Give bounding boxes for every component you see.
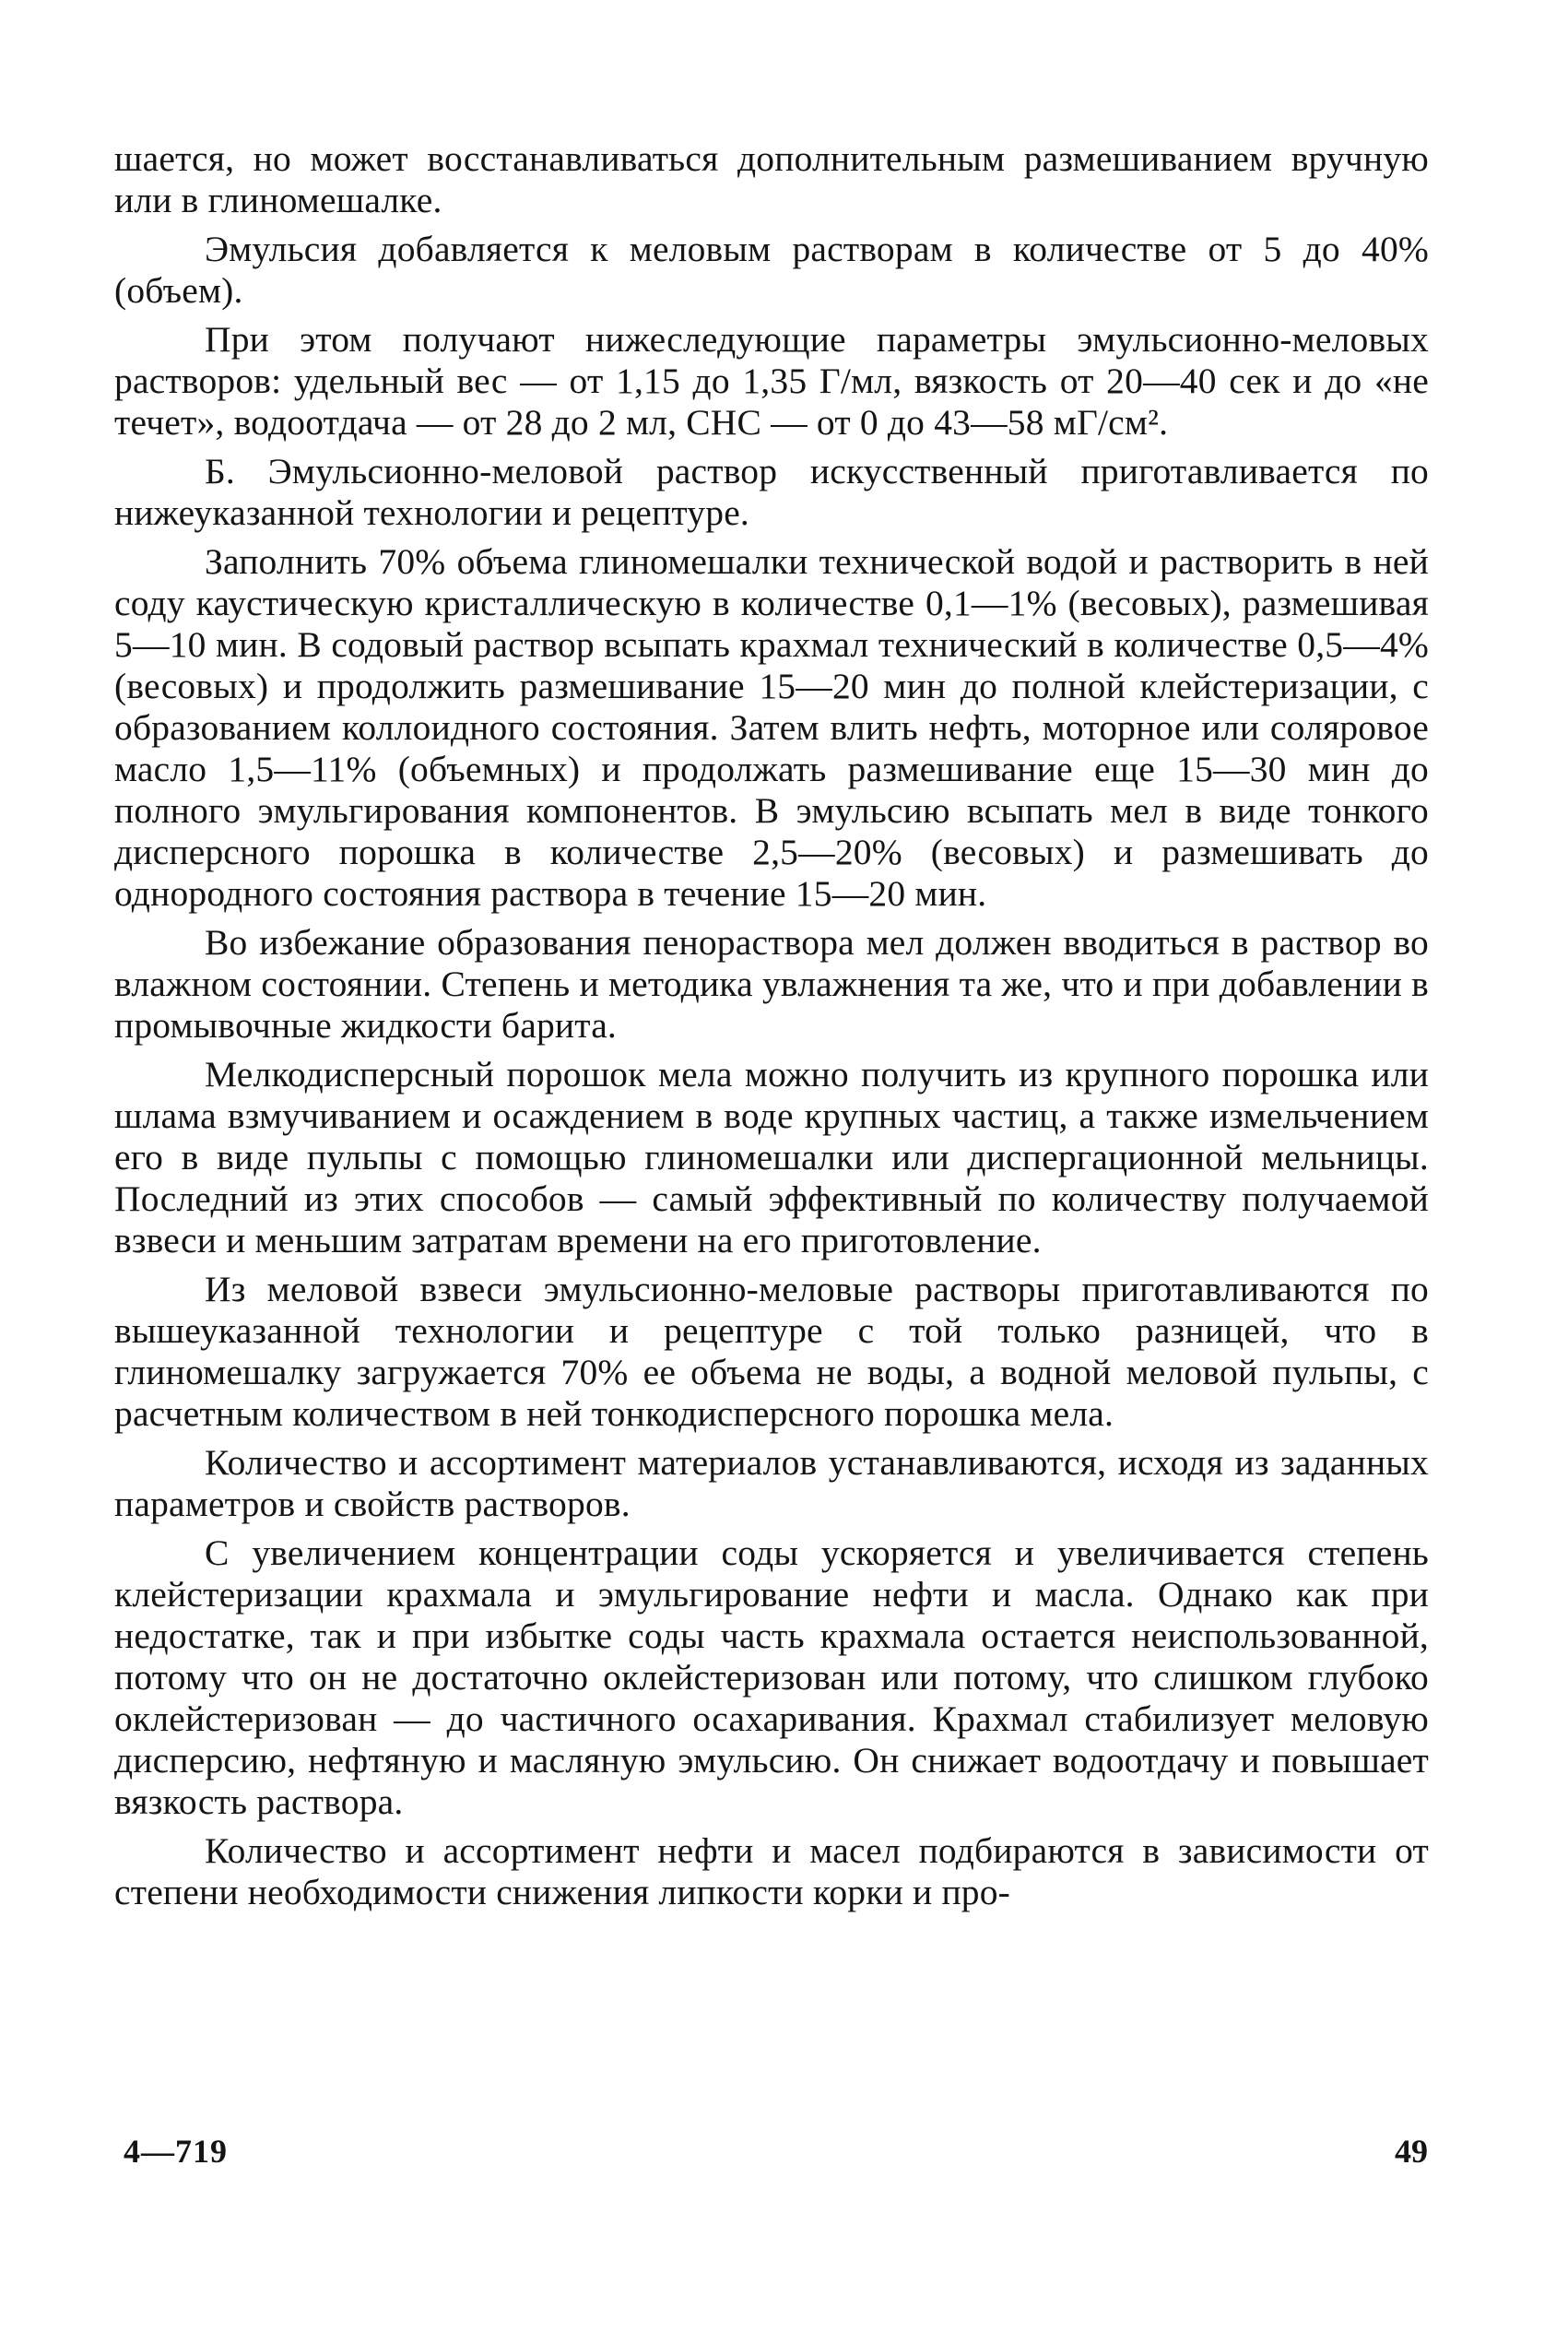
- paragraph: Эмульсия добавляется к меловым растворам в количестве от 5 до 40% (объем).: [114, 229, 1429, 311]
- paragraph: Мелкодисперсный порошок мела можно получить из крупного порошка или шлама взмучиванием и осаждением в воде крупных частиц, а также измельчением его в виде пульпы с помощью глиномешалки или диспергационной мельницы. Последний из этих способов — самый эффективный по количеству получаемой взвеси и меньшим затратам времени на его приготовление.: [114, 1054, 1429, 1260]
- paragraph-continuation: шается, но может восстанавливаться дополнительным размешиванием вручную или в глиномешалке.: [114, 138, 1429, 220]
- paragraph: Количество и ассортимент нефти и масел подбираются в зависимости от степени необходимости снижения липкости корки и про-: [114, 1830, 1429, 1912]
- paragraph: Из меловой взвеси эмульсионно-меловые растворы приготавливаются по вышеуказанной технологии и рецептуре с той только разницей, что в глиномешалку загружается 70% ее объема не воды, а водной меловой пульпы, с расчетным количеством в ней тонкодисперсного порошка мела.: [114, 1269, 1429, 1434]
- body-text: [114, 138, 1429, 1921]
- printer-signature: 4—719: [124, 2133, 228, 2170]
- paragraph-section-b: Б. Эмульсионно-меловой раствор искусственный приготавливается по нижеуказанной технологии и рецептуре.: [114, 451, 1429, 533]
- paragraph: С увеличением концентрации соды ускоряется и увеличивается степень клейстеризации крахмала и эмульгирование нефти и масла. Однако как при недостатке, так и при избытке соды часть крахмала остается неиспользованной, потому что он не достаточно оклейстеризован или потому, что слишком глубоко оклейстеризован — до частичного осахаривания. Крахмал стабилизует меловую дисперсию, нефтяную и масляную эмульсию. Он снижает водоотдачу и повышает вязкость раствора.: [114, 1532, 1429, 1822]
- paragraph: Во избежание образования пенораствора мел должен вводиться в раствор во влажном состоянии. Степень и методика увлажнения та же, что и при добавлении в промывочные жидкости барита.: [114, 922, 1429, 1046]
- paragraph: При этом получают нижеследующие параметры эмульсионно-меловых растворов: удельный вес — от 1,15 до 1,35 Г/мл, вязкость от 20—40 сек и до «не течет», водоотдача — от 28 до 2 мл, СНС — от 0 до 43—58 мГ/см².: [114, 319, 1429, 443]
- paragraph: Заполнить 70% объема глиномешалки технической водой и растворить в ней соду каустическую кристаллическую в количестве 0,1—1% (весовых), размешивая 5—10 мин. В содовый раствор всыпать крахмал технический в количестве 0,5—4% (весовых) и продолжить размешивание 15—20 мин до полной клейстеризации, с образованием коллоидного состояния. Затем влить нефть, моторное или соляровое масло 1,5—11% (объемных) и продолжать размешивание еще 15—30 мин до полного эмульгирования компонентов. В эмульсию всыпать мел в виде тонкого дисперсного порошка в количестве 2,5—20% (весовых) и размешивать до однородного состояния раствора в течение 15—20 мин.: [114, 541, 1429, 914]
- paragraph: Количество и ассортимент материалов устанавливаются, исходя из заданных параметров и свойств растворов.: [114, 1442, 1429, 1524]
- page-number: 49: [1395, 2133, 1428, 2170]
